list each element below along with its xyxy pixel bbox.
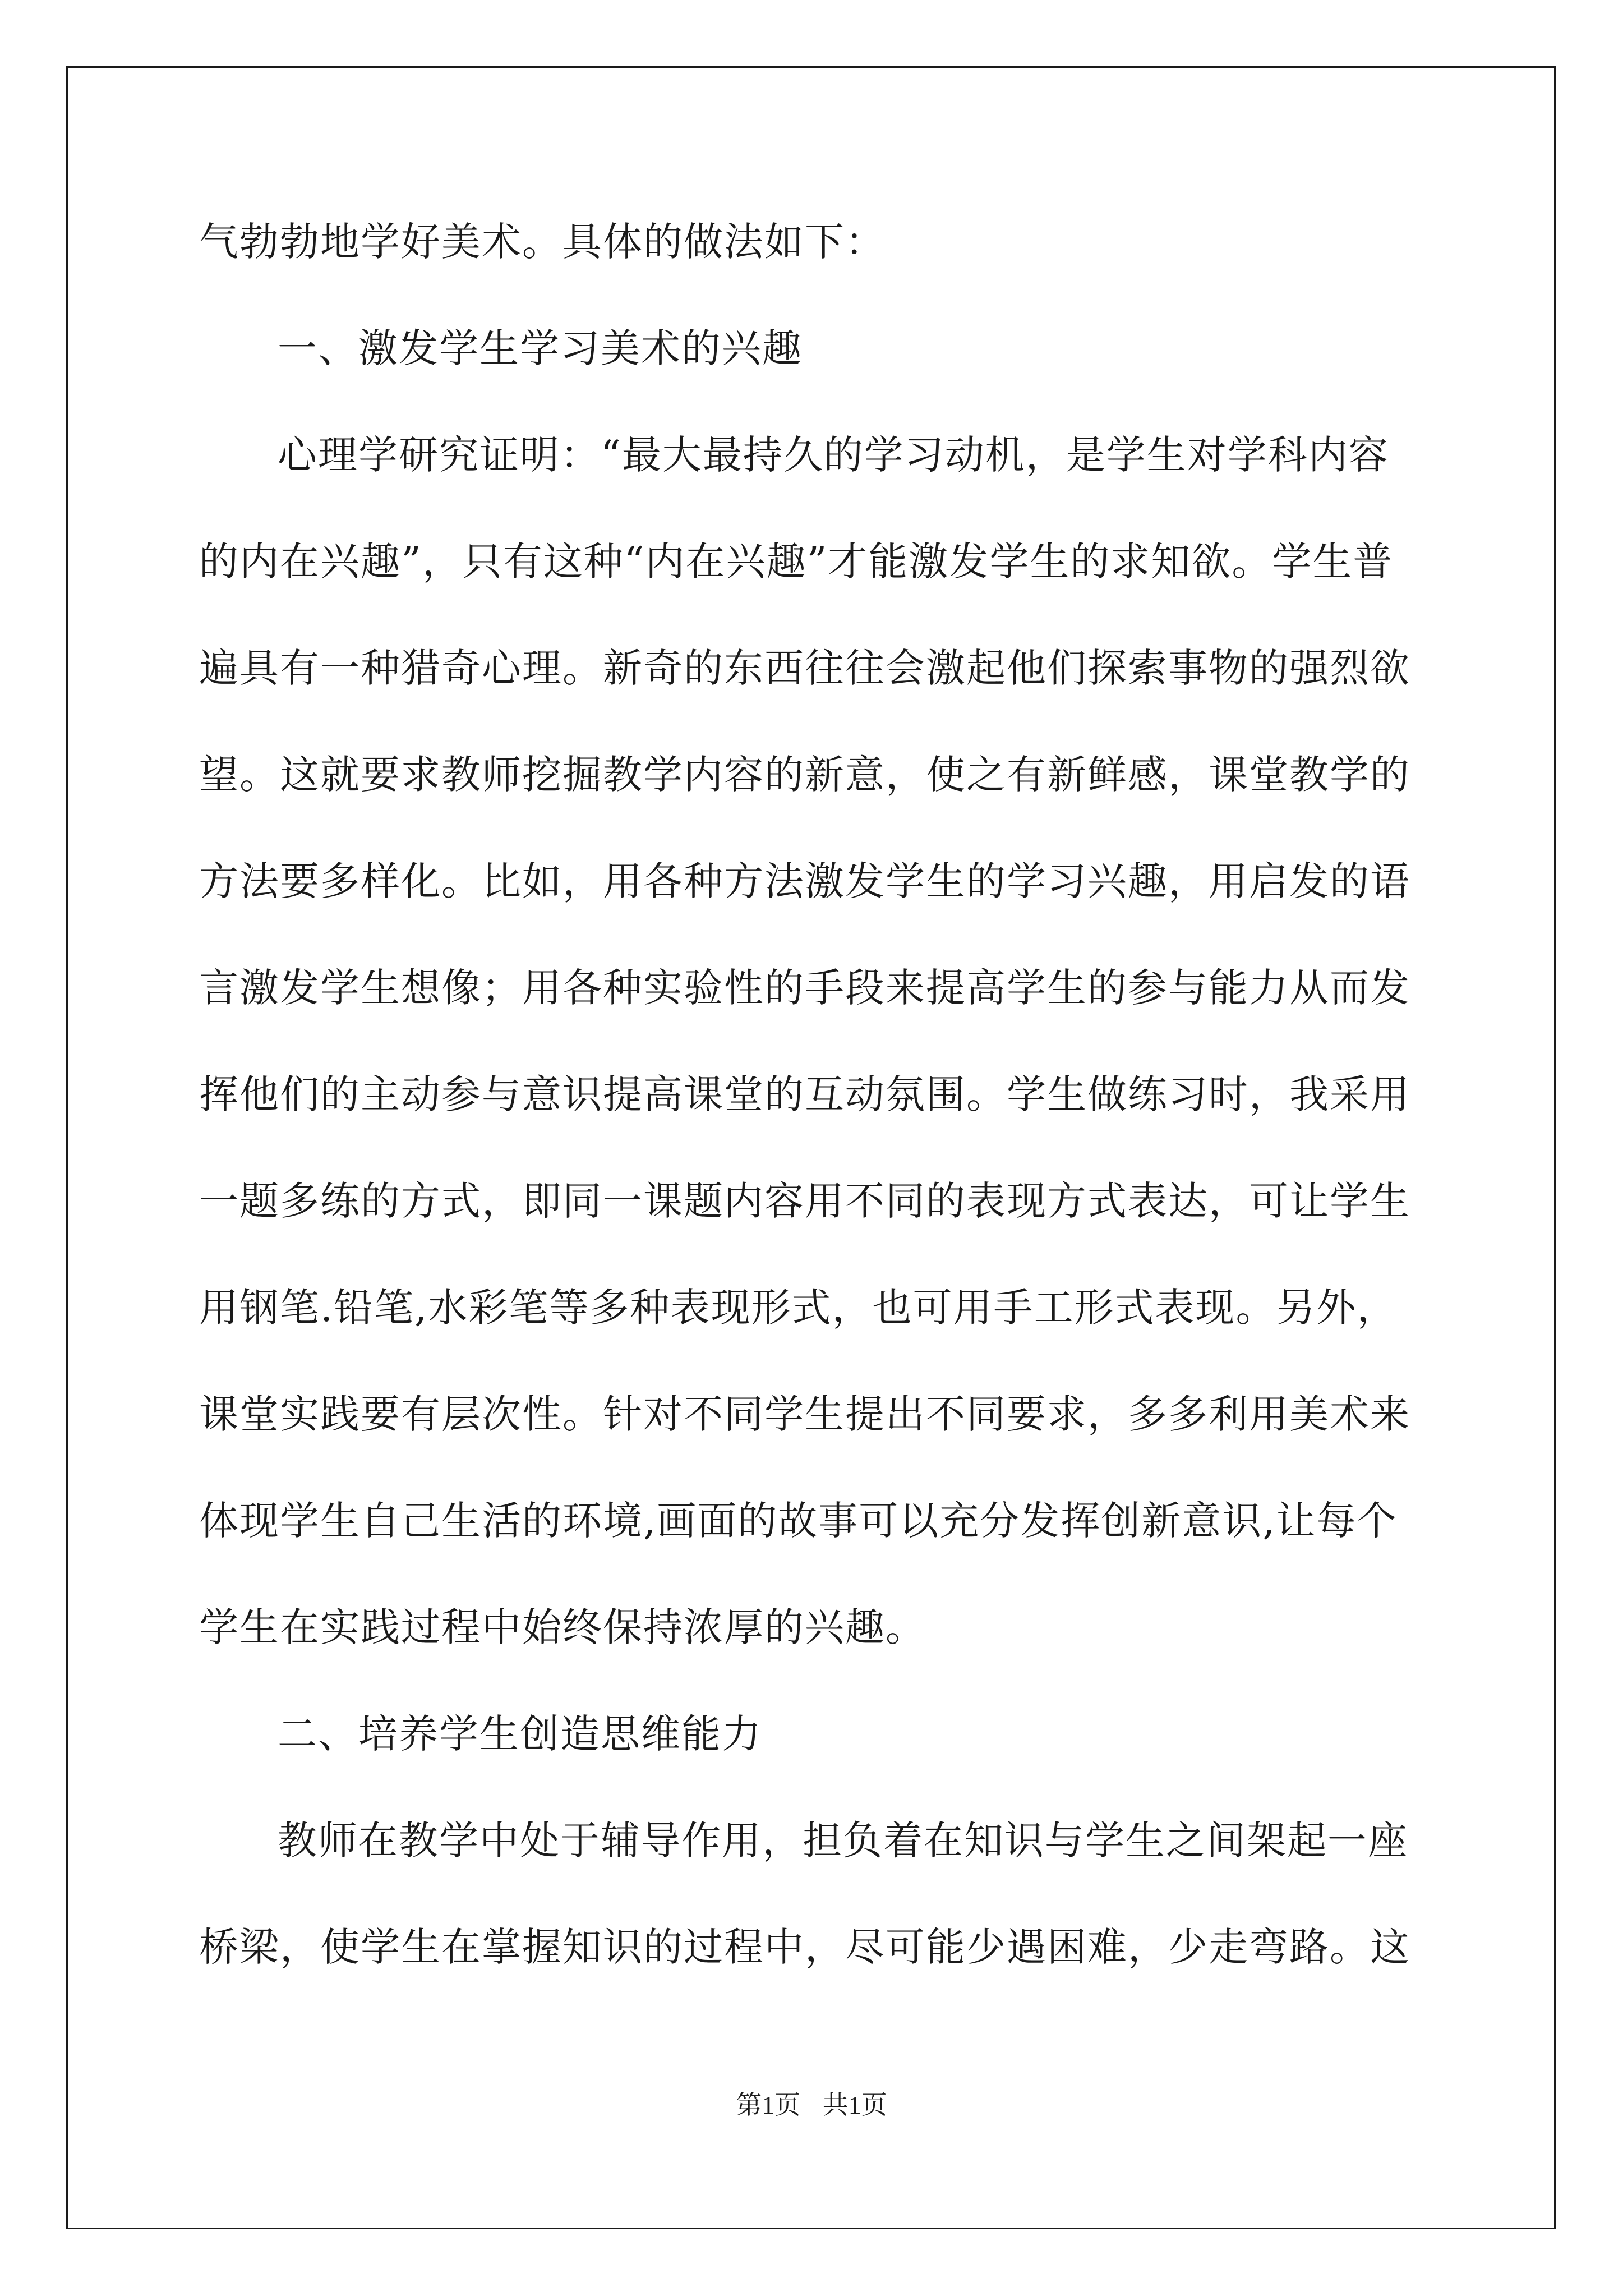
- text-line: 一、激发学生学习美术的兴趣: [278, 325, 803, 371]
- text-line: 望。这就要求教师挖掘教学内容的新意，使之有新鲜感，课堂教学的: [199, 752, 1410, 798]
- text-line: 一题多练的方式，即同一课题内容用不同的表现方式表达，可让学生: [199, 1178, 1410, 1224]
- text-line: 方法要多样化。比如，用各种方法激发学生的学习兴趣，用启发的语: [199, 858, 1410, 904]
- text-line: 言激发学生想像；用各种实验性的手段来提高学生的参与能力从而发: [199, 965, 1410, 1011]
- text-line: 二、培养学生创造思维能力: [278, 1711, 762, 1757]
- text-line: 气勃勃地学好美术。具体的做法如下：: [199, 219, 886, 265]
- text-line: 教师在教学中处于辅导作用，担负着在知识与学生之间架起一座: [278, 1818, 1408, 1864]
- text-line: 用钢笔.铅笔,水彩笔等多种表现形式，也可用手工形式表现。另外，: [199, 1285, 1398, 1331]
- page-total: 共1页: [822, 2091, 887, 2119]
- text-line: 挥他们的主动参与意识提高课堂的互动氛围。学生做练习时，我采用: [199, 1071, 1410, 1117]
- text-line: 的内在兴趣”，只有这种“内在兴趣”才能激发学生的求知欲。学生普: [199, 539, 1394, 585]
- page-footer: [0, 2085, 1623, 2122]
- page-number: 第1页: [736, 2091, 801, 2119]
- document-body: [199, 188, 1433, 2000]
- text-line: 体现学生自己生活的环境,画面的故事可以充分发挥创新意识,让每个: [199, 1498, 1398, 1544]
- text-line: 课堂实践要有层次性。针对不同学生提出不同要求，多多利用美术来: [199, 1391, 1410, 1437]
- text-line: 桥梁，使学生在掌握知识的过程中，尽可能少遇困难，少走弯路。这: [199, 1924, 1410, 1970]
- text-line: 心理学研究证明：“最大最持久的学习动机，是学生对学科内容: [278, 432, 1389, 478]
- text-line: 学生在实践过程中始终保持浓厚的兴趣。: [199, 1604, 926, 1650]
- text-line: 遍具有一种猎奇心理。新奇的东西往往会激起他们探索事物的强烈欲: [199, 645, 1410, 691]
